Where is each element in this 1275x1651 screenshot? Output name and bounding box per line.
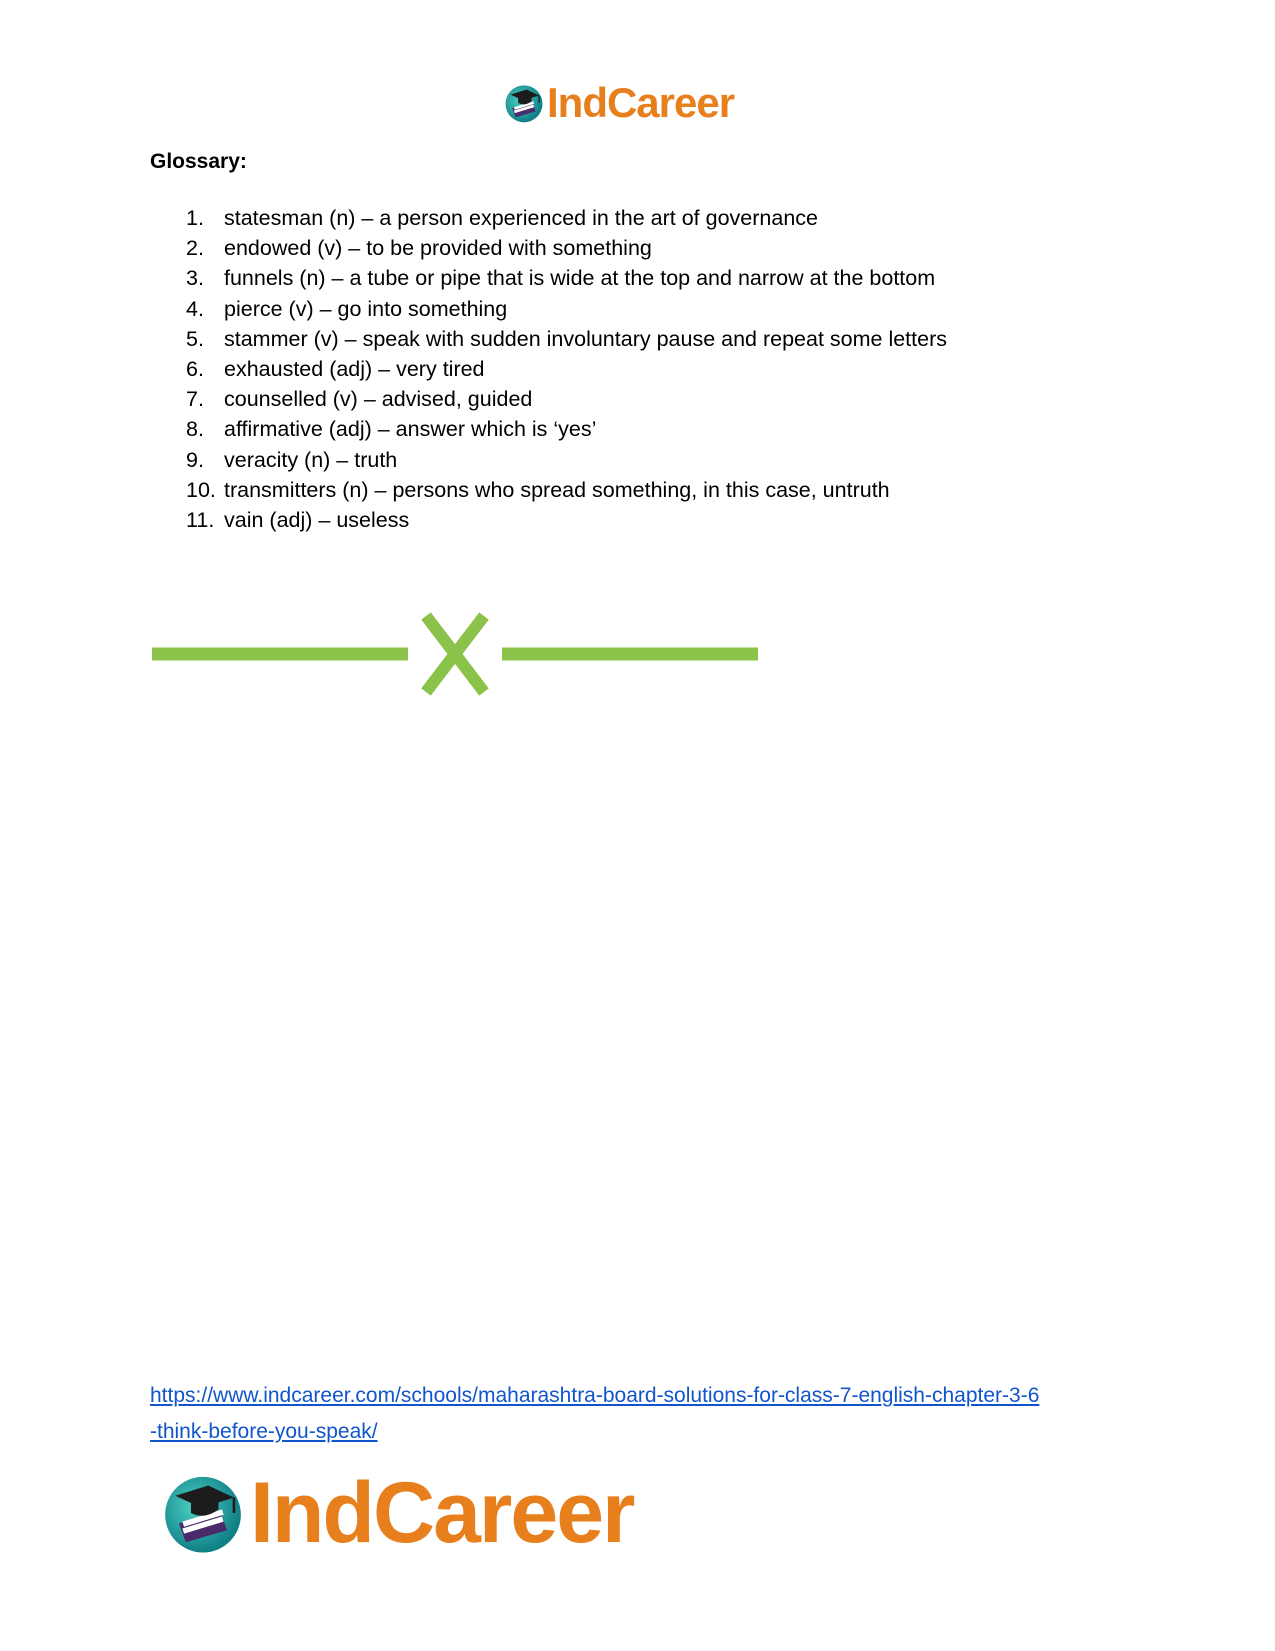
glossary-item <box>150 294 1150 324</box>
source-link-line2: -think-before-you-speak/ <box>150 1420 378 1443</box>
source-link-line1: https://www.indcareer.com/schools/maharashtra-board-solutions-for-class-7-english-chapter-3-6 <box>150 1384 1040 1407</box>
glossary-item-text: transmitters (n) – persons who spread something, in this case, untruth <box>224 477 890 502</box>
glossary-item-number: 1. <box>186 206 204 230</box>
glossary-item-text: veracity (n) – truth <box>224 447 398 472</box>
glossary-item-text: stammer (v) – speak with sudden involuntary pause and repeat some letters <box>224 326 948 351</box>
x-divider-icon <box>150 612 760 696</box>
header-logo <box>503 78 734 128</box>
glossary-item-text: vain (adj) – useless <box>224 507 410 532</box>
glossary-item-text: counselled (v) – advised, guided <box>224 387 533 412</box>
glossary-item <box>150 263 1150 293</box>
glossary-item-text: affirmative (adj) – answer which is ‘yes’ <box>224 417 597 442</box>
glossary-item-number: 6. <box>186 356 204 381</box>
glossary-item <box>150 203 1150 233</box>
glossary-item <box>150 384 1150 414</box>
glossary-item <box>150 475 1150 505</box>
glossary-item-number: 11. <box>186 507 215 532</box>
footer-logo <box>160 1464 634 1561</box>
glossary-item <box>150 505 1150 535</box>
glossary-item <box>150 324 1150 354</box>
glossary-item-number: 8. <box>186 417 204 442</box>
glossary-item-number: 2. <box>186 236 204 261</box>
glossary-item-text: exhausted (adj) – very tired <box>224 356 485 381</box>
glossary-item-number: 9. <box>186 447 204 472</box>
logo-text: IndCareer <box>547 79 735 126</box>
glossary-item-text: endowed (v) – to be provided with something <box>224 236 652 261</box>
glossary-item-number: 3. <box>186 266 204 291</box>
glossary-item-number: 5. <box>186 326 204 351</box>
glossary-item <box>150 445 1150 475</box>
glossary-item-number: 4. <box>186 296 204 321</box>
glossary-item-number: 10. <box>186 477 216 502</box>
logo-text: IndCareer <box>250 1464 634 1561</box>
glossary-item-number: 7. <box>186 387 204 412</box>
glossary-item-text: statesman (n) – a person experienced in the art of governance <box>224 206 818 230</box>
glossary-item <box>150 414 1150 444</box>
glossary-item <box>150 354 1150 384</box>
graduation-cap-globe-icon <box>160 1470 246 1556</box>
glossary-item-text: pierce (v) – go into something <box>224 296 508 321</box>
glossary-list <box>150 203 1150 535</box>
source-link[interactable] <box>150 1378 1140 1450</box>
glossary-heading: Glossary: <box>150 150 247 173</box>
glossary-item <box>150 233 1150 263</box>
glossary-item-text: funnels (n) – a tube or pipe that is wide at the top and narrow at the bottom <box>224 266 936 291</box>
graduation-cap-globe-icon <box>503 82 545 124</box>
